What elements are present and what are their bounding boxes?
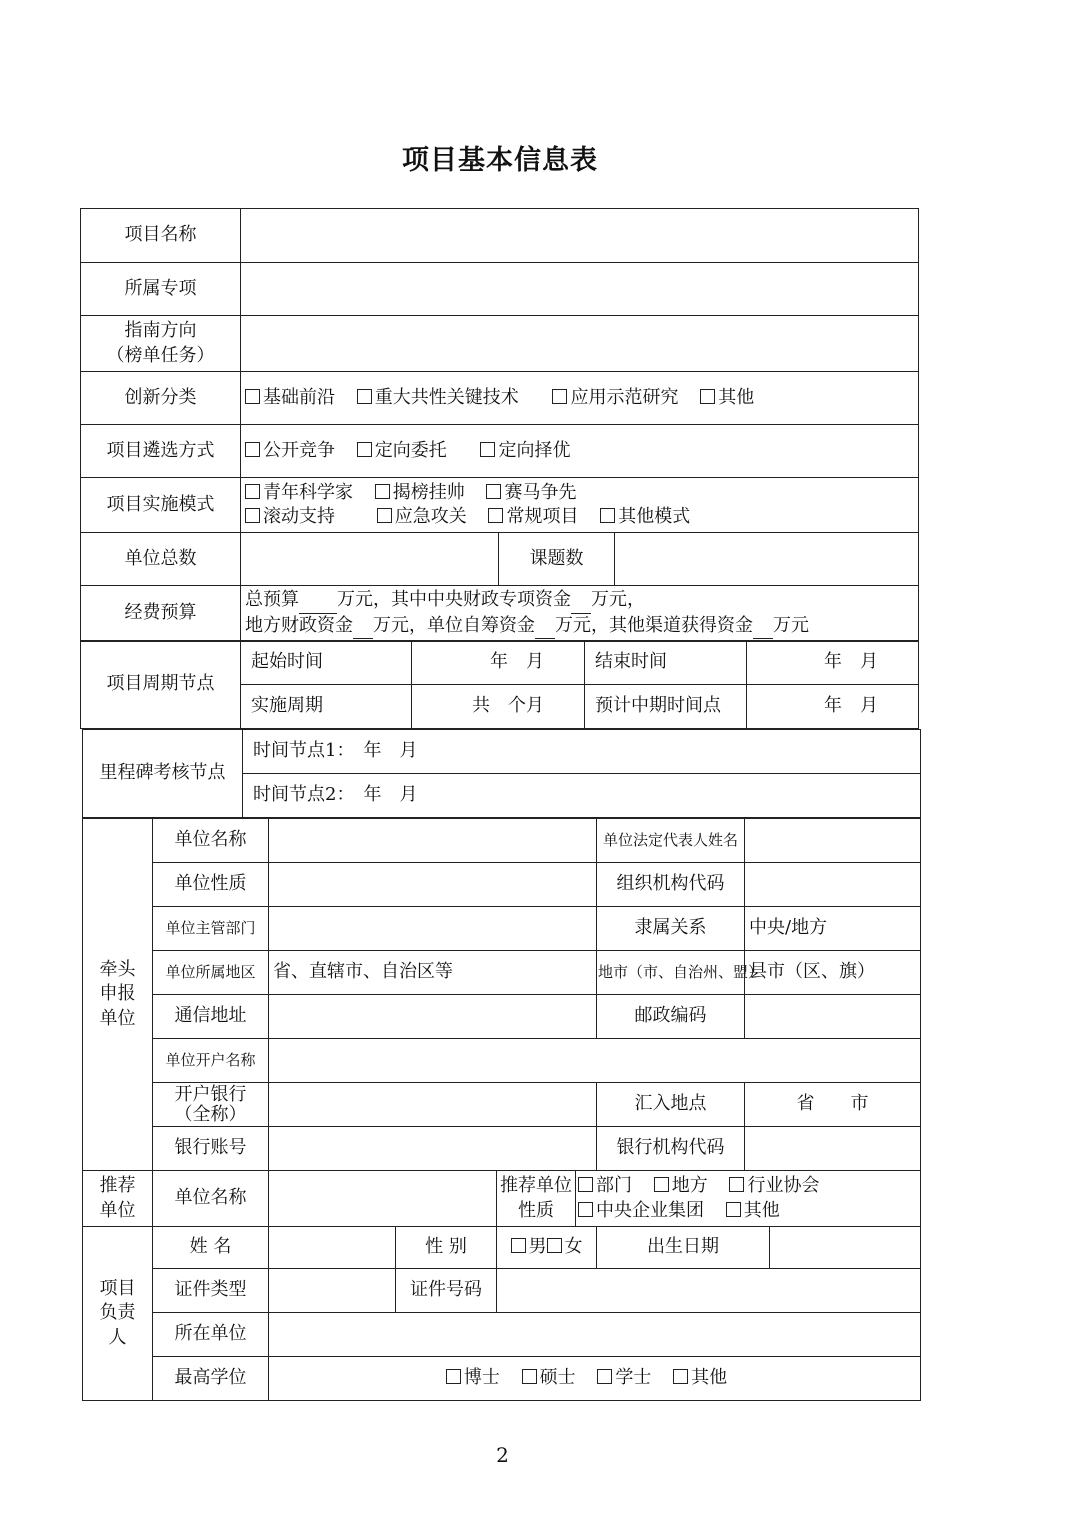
- page-number: 2: [496, 1443, 509, 1467]
- selection-option[interactable]: 公开竞争: [245, 439, 335, 463]
- mode-options: [241, 478, 919, 533]
- mode-option[interactable]: 其他模式: [600, 505, 690, 529]
- mode-option[interactable]: 滚动支持: [245, 505, 335, 529]
- checkbox-icon: [511, 1238, 526, 1253]
- subject-count-label: 课题数: [499, 533, 615, 586]
- county-field[interactable]: 县市（区、旗）: [745, 951, 921, 995]
- mode-label: 项目实施模式: [81, 478, 241, 533]
- local-funds-blank[interactable]: [353, 614, 373, 639]
- gender-options: [497, 1227, 597, 1269]
- end-year-month[interactable]: 年 月: [747, 641, 919, 685]
- innovation-label: 创新分类: [81, 372, 241, 425]
- bank-field[interactable]: [269, 1083, 597, 1127]
- cycle-label: 项目周期节点: [81, 641, 241, 729]
- unit-name-field[interactable]: [269, 819, 597, 863]
- subject-count-field[interactable]: [615, 533, 919, 586]
- region-label: 单位所属地区: [153, 951, 269, 995]
- checkbox-icon: [597, 1369, 612, 1384]
- leader-unit-label: 所在单位: [153, 1313, 269, 1357]
- recommend-option[interactable]: 行业协会: [729, 1174, 819, 1198]
- account-name-field[interactable]: [269, 1039, 921, 1083]
- checkbox-icon: [729, 1177, 744, 1192]
- unit-total-label: 单位总数: [81, 533, 241, 586]
- self-funds-blank[interactable]: [535, 614, 555, 639]
- unit-name-label: 单位名称: [153, 819, 269, 863]
- central-funds-blank[interactable]: [571, 588, 591, 613]
- project-name-field[interactable]: [241, 209, 919, 263]
- recommend-option[interactable]: 地方: [654, 1174, 708, 1198]
- checkbox-icon: [357, 442, 372, 457]
- guide-line-2: （榜单任务）: [106, 344, 215, 366]
- checkbox-icon: [488, 508, 503, 523]
- milestone-node-1[interactable]: 时间节点1： 年 月: [243, 730, 921, 774]
- start-year-month[interactable]: 年 月: [412, 641, 585, 685]
- unit-nature-label: 单位性质: [153, 863, 269, 907]
- checkbox-icon: [600, 508, 615, 523]
- department-field[interactable]: [269, 907, 597, 951]
- org-code-field[interactable]: [745, 863, 921, 907]
- checkbox-icon: [552, 389, 567, 404]
- innovation-options: [241, 372, 919, 425]
- midterm-label: 预计中期时间点: [585, 685, 747, 729]
- degree-options: [269, 1357, 921, 1401]
- leader-label: 项目 负责 人: [83, 1227, 153, 1401]
- postal-field[interactable]: [745, 995, 921, 1039]
- remit-field[interactable]: 省 市: [745, 1083, 921, 1127]
- checkbox-icon: [547, 1238, 562, 1253]
- milestone-table: [82, 729, 921, 818]
- degree-label: 最高学位: [153, 1357, 269, 1401]
- other-funds-blank[interactable]: [753, 614, 773, 639]
- period-label: 实施周期: [241, 685, 412, 729]
- basic-info-table: [80, 208, 919, 642]
- recommend-nature-label: 推荐单位 性质: [497, 1171, 576, 1227]
- innovation-option[interactable]: 其他: [700, 386, 754, 410]
- checkbox-icon: [245, 442, 260, 457]
- checkbox-icon: [375, 484, 390, 499]
- unit-leader-table: [82, 818, 921, 1401]
- org-code-label: 组织机构代码: [597, 863, 745, 907]
- checkbox-icon: [480, 442, 495, 457]
- postal-label: 邮政编码: [597, 995, 745, 1039]
- legal-rep-label: 单位法定代表人姓名: [597, 819, 745, 863]
- birth-field[interactable]: [770, 1227, 921, 1269]
- bank-code-field[interactable]: [745, 1127, 921, 1171]
- mode-option[interactable]: 常规项目: [488, 505, 578, 529]
- gender-male[interactable]: 男: [511, 1236, 547, 1257]
- province-field[interactable]: 省、直辖市、自治区等: [269, 951, 597, 995]
- cycle-table: [80, 640, 919, 729]
- special-project-field[interactable]: [241, 263, 919, 316]
- address-field[interactable]: [269, 995, 597, 1039]
- city-field[interactable]: 地市（市、自治州、盟）: [597, 951, 745, 995]
- birth-label: 出生日期: [597, 1227, 770, 1269]
- degree-option[interactable]: 其他: [673, 1366, 727, 1390]
- checkbox-icon: [357, 389, 372, 404]
- selection-options: [241, 425, 919, 478]
- start-time-label: 起始时间: [241, 641, 412, 685]
- degree-option[interactable]: 硕士: [522, 1366, 576, 1390]
- midterm-year-month[interactable]: 年 月: [747, 685, 919, 729]
- leader-name-label: 姓 名: [153, 1227, 269, 1269]
- innovation-option[interactable]: 重大共性关键技术: [357, 386, 519, 410]
- innovation-option[interactable]: 基础前沿: [245, 386, 335, 410]
- legal-rep-field[interactable]: [745, 819, 921, 863]
- selection-option[interactable]: 定向择优: [480, 439, 570, 463]
- checkbox-icon: [377, 508, 392, 523]
- period-months[interactable]: 共 个月: [412, 685, 585, 729]
- milestone-node-2[interactable]: 时间节点2： 年 月: [243, 774, 921, 818]
- project-name-label: 项目名称: [81, 209, 241, 263]
- guide-direction-field[interactable]: [241, 316, 919, 372]
- recommend-name-label: 单位名称: [153, 1171, 269, 1227]
- milestone-label: 里程碑考核节点: [83, 730, 243, 818]
- mode-option[interactable]: 揭榜挂帅: [375, 481, 465, 505]
- checkbox-icon: [245, 508, 260, 523]
- checkbox-icon: [245, 389, 260, 404]
- bank-code-label: 银行机构代码: [597, 1127, 745, 1171]
- recommend-option[interactable]: 部门: [578, 1174, 632, 1198]
- address-label: 通信地址: [153, 995, 269, 1039]
- recommend-option[interactable]: 其他: [726, 1199, 780, 1223]
- id-type-label: 证件类型: [153, 1269, 269, 1313]
- recommend-label: 推荐 单位: [83, 1171, 153, 1227]
- gender-label: 性 别: [396, 1227, 497, 1269]
- account-no-field[interactable]: [269, 1127, 597, 1171]
- checkbox-icon: [578, 1177, 593, 1192]
- mode-option[interactable]: 青年科学家: [245, 481, 353, 505]
- mode-option[interactable]: 应急攻关: [377, 505, 467, 529]
- gender-female[interactable]: 女: [547, 1236, 583, 1257]
- guide-direction-label: [81, 316, 241, 372]
- checkbox-icon: [726, 1202, 741, 1217]
- unit-total-field[interactable]: [241, 533, 499, 586]
- degree-option[interactable]: 学士: [597, 1366, 651, 1390]
- leader-unit-field[interactable]: [269, 1313, 921, 1357]
- total-budget-blank[interactable]: [299, 588, 337, 613]
- bank-label: 开户银行 （全称）: [153, 1083, 269, 1127]
- checkbox-icon: [486, 484, 501, 499]
- checkbox-icon: [700, 389, 715, 404]
- checkbox-icon: [654, 1177, 669, 1192]
- checkbox-icon: [673, 1369, 688, 1384]
- budget-text: 总预算 万元，其中中央财政专项资金 万元， 地方财政资金 万元，单位自筹资金 万元，其他渠道获得资金 万元: [241, 586, 919, 642]
- special-project-label: 所属专项: [81, 263, 241, 316]
- affiliation-label: 隶属关系: [597, 907, 745, 951]
- budget-label: 经费预算: [81, 586, 241, 642]
- selection-label: 项目遴选方式: [81, 425, 241, 478]
- remit-label: 汇入地点: [597, 1083, 745, 1127]
- guide-line-1: 指南方向: [124, 320, 197, 342]
- recommend-option[interactable]: 中央企业集团: [578, 1199, 704, 1223]
- unit-nature-field[interactable]: [269, 863, 597, 907]
- id-type-field[interactable]: [269, 1269, 396, 1313]
- page-title: 项目基本信息表: [402, 145, 598, 176]
- checkbox-icon: [446, 1369, 461, 1384]
- account-no-label: 银行账号: [153, 1127, 269, 1171]
- lead-unit-label: 牵头 申报 单位: [83, 819, 153, 1171]
- account-name-label: 单位开户名称: [153, 1039, 269, 1083]
- id-no-field[interactable]: [497, 1269, 921, 1313]
- checkbox-icon: [522, 1369, 537, 1384]
- innovation-option[interactable]: 应用示范研究: [552, 386, 678, 410]
- recommend-name-field[interactable]: [269, 1171, 497, 1227]
- selection-option[interactable]: 定向委托: [357, 439, 447, 463]
- id-no-label: 证件号码: [396, 1269, 497, 1313]
- degree-option[interactable]: 博士: [446, 1366, 500, 1390]
- checkbox-icon: [578, 1202, 593, 1217]
- leader-name-field[interactable]: [269, 1227, 396, 1269]
- affiliation-value[interactable]: 中央/地方: [745, 907, 921, 951]
- mode-option[interactable]: 赛马争先: [486, 481, 576, 505]
- end-time-label: 结束时间: [585, 641, 747, 685]
- department-label: 单位主管部门: [153, 907, 269, 951]
- recommend-options: [576, 1171, 921, 1227]
- checkbox-icon: [245, 484, 260, 499]
